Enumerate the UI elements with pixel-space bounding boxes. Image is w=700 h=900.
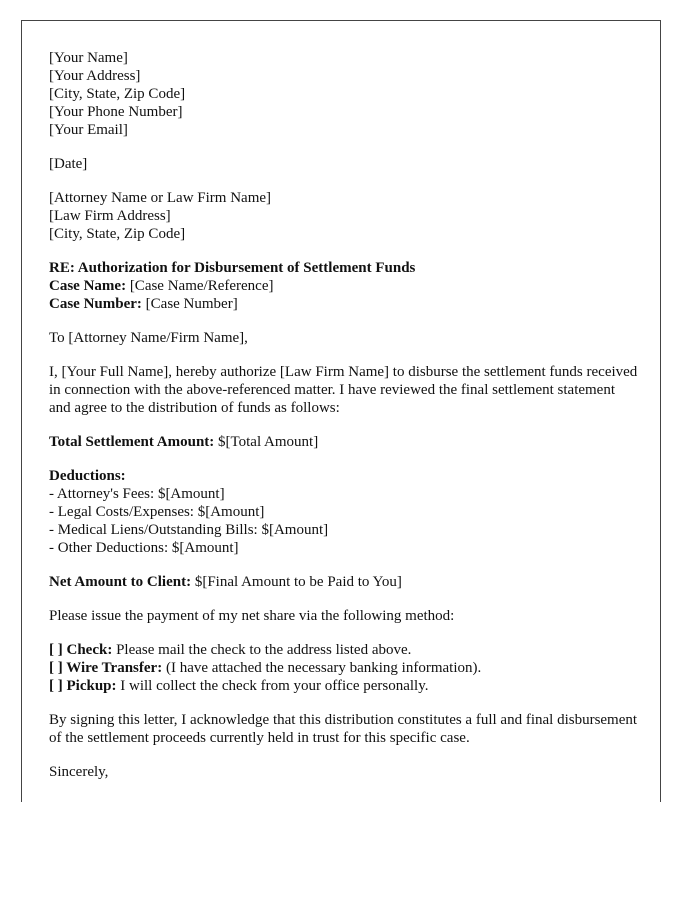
deductions-block — [49, 467, 639, 557]
intro-paragraph: I, [Your Full Name], hereby authorize [Law Firm Name] to disburse the settlement funds received in connection with the above-referenced matter. I have reviewed the final settlement statement and agree to the distribution of funds as follows: — [49, 364, 638, 416]
payment-option-text: I will collect the check from your office personally. — [116, 678, 429, 694]
payment-intro: Please issue the payment of my net share via the following method: — [49, 608, 455, 624]
net-value: $[Final Amount to be Paid to You] — [191, 574, 402, 590]
deduction-item: - Medical Liens/Outstanding Bills: $[Amount] — [49, 522, 329, 538]
checkbox-wire: [ ] — [49, 660, 67, 676]
payment-option-pickup — [49, 677, 639, 695]
payment-option-wire — [49, 659, 639, 677]
case-number-value: [Case Number] — [141, 296, 238, 312]
case-name-value: [Case Name/Reference] — [126, 278, 274, 294]
sender-city-state-zip: [City, State, Zip Code] — [49, 86, 186, 102]
sender-phone: [Your Phone Number] — [49, 104, 183, 120]
letter-date: [Date] — [49, 156, 88, 172]
sender-block — [49, 49, 639, 139]
letter-page — [21, 20, 661, 802]
payment-option-label: Wire Transfer: — [66, 660, 163, 676]
deduction-item: - Other Deductions: $[Amount] — [49, 540, 239, 556]
case-number-label: Case Number: — [49, 296, 142, 312]
payment-option-text: Please mail the check to the address listed above. — [112, 642, 412, 658]
re-block — [49, 259, 639, 313]
total-value: $[Total Amount] — [214, 434, 319, 450]
recipient-city-state-zip: [City, State, Zip Code] — [49, 226, 186, 242]
payment-option-text: (I have attached the necessary banking information). — [162, 660, 482, 676]
closing: Sincerely, — [49, 764, 109, 780]
salutation: To [Attorney Name/Firm Name], — [49, 330, 248, 346]
checkbox-check: [ ] — [49, 642, 67, 658]
payment-option-label: Pickup: — [66, 678, 117, 694]
total-label: Total Settlement Amount: — [49, 434, 215, 450]
case-name-label: Case Name: — [49, 278, 127, 294]
letter-body — [49, 49, 639, 781]
deductions-heading: Deductions: — [49, 468, 126, 484]
checkbox-pickup: [ ] — [49, 678, 67, 694]
acknowledgment-paragraph: By signing this letter, I acknowledge that this distribution constitutes a full and final disbursement of the settlement proceeds currently held in trust for this specific case. — [49, 712, 638, 746]
sender-address: [Your Address] — [49, 68, 141, 84]
recipient-block — [49, 189, 639, 243]
payment-option-label: Check: — [66, 642, 113, 658]
sender-name: [Your Name] — [49, 50, 128, 66]
payment-options — [49, 641, 639, 695]
re-subject: RE: Authorization for Disbursement of Settlement Funds — [49, 260, 416, 276]
sender-email: [Your Email] — [49, 122, 128, 138]
deduction-item: - Legal Costs/Expenses: $[Amount] — [49, 504, 265, 520]
net-label: Net Amount to Client: — [49, 574, 192, 590]
recipient-name: [Attorney Name or Law Firm Name] — [49, 190, 272, 206]
deduction-item: - Attorney's Fees: $[Amount] — [49, 486, 225, 502]
recipient-address: [Law Firm Address] — [49, 208, 171, 224]
payment-option-check — [49, 641, 639, 659]
